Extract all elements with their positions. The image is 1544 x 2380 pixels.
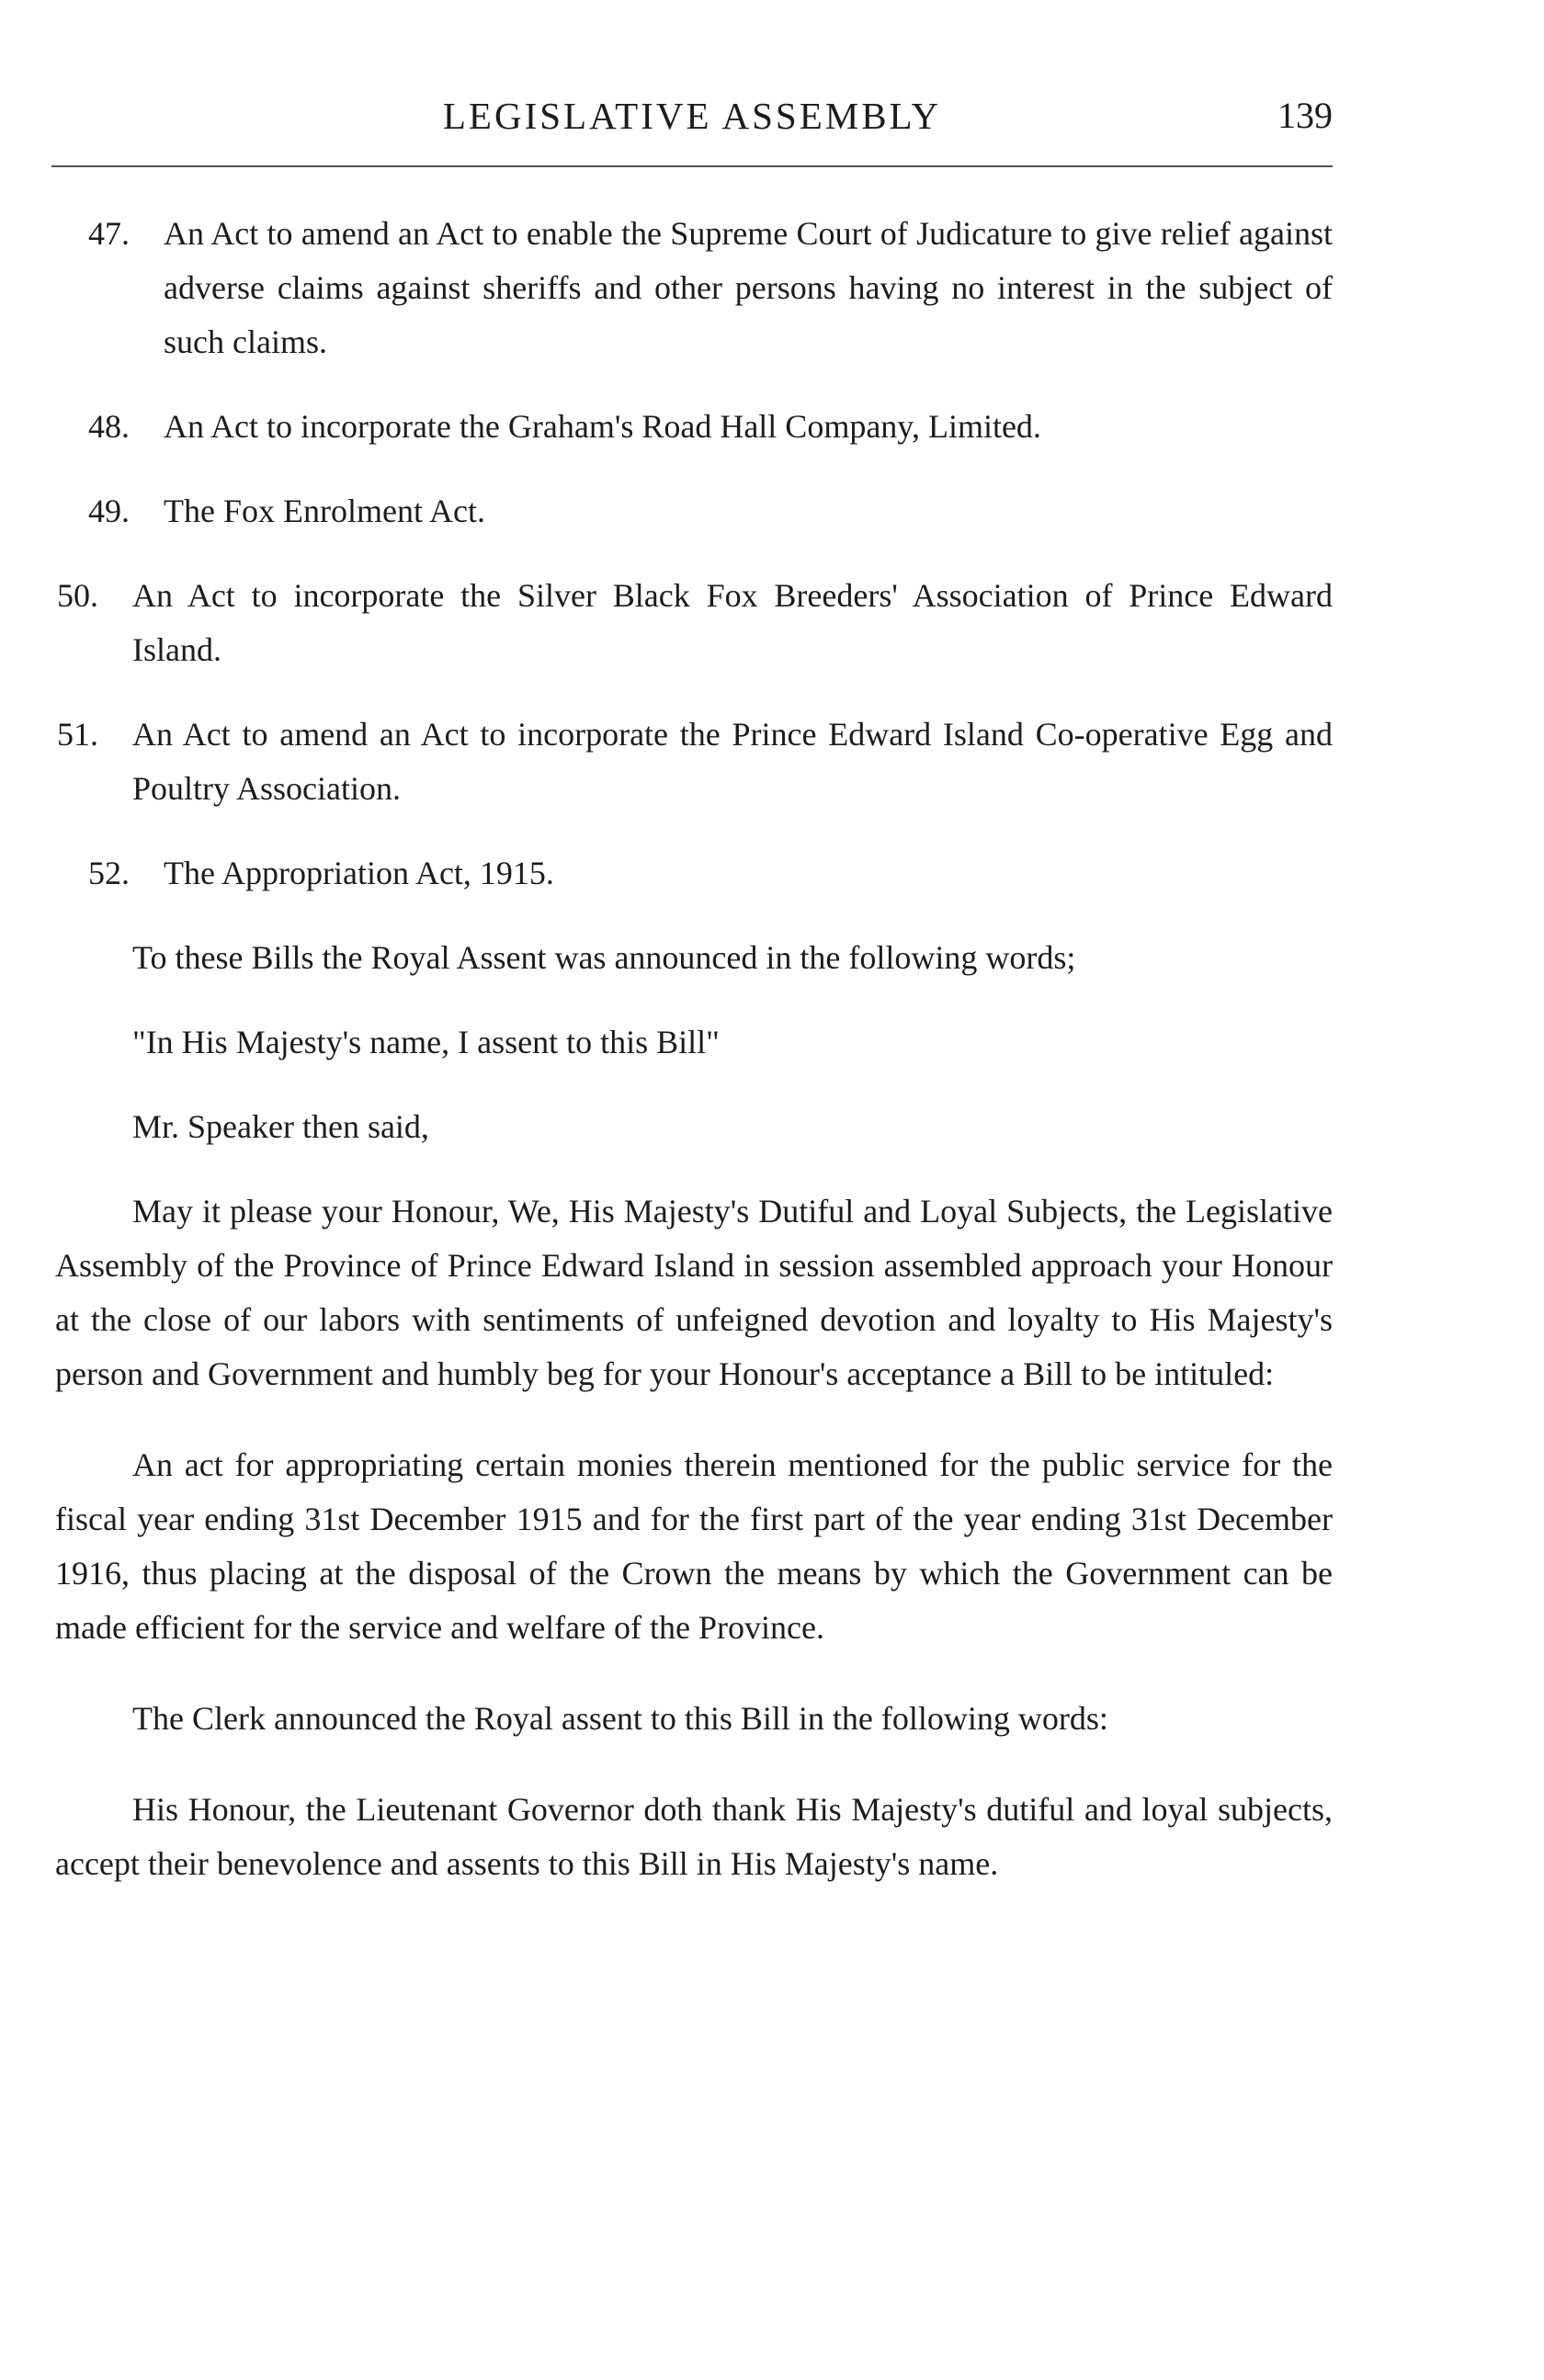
act-number: 52. [88,855,130,891]
appropriation-act-title: An act for appropriating certain monies therein mentioned for the public service for the fiscal year ending 31st December 1915 and for the first part of the year ending 31st December 1916, thus placing at the disposal of the Crown the means by which the Government can be made efficient for the service and welfare of the Province. [55,1446,1333,1646]
act-title: An Act to incorporate the Silver Black Fox Breeders' Association of Prince Edward Island. [132,577,1333,668]
assent-formula: "In His Majesty's name, I assent to this Bill" [132,1024,720,1060]
act-item-48 [55,400,1333,454]
act-number: 50. [57,577,98,614]
header-rule [51,165,1333,167]
speaker-said: Mr. Speaker then said, [132,1108,429,1145]
act-number: 47. [88,215,130,252]
act-item-47 [55,207,1333,369]
act-title: An Act to amend an Act to enable the Supreme Court of Judicature to give relief against adverse claims against sheriffs and other persons having no interest in the subject of such claims. [164,215,1333,360]
act-number: 48. [88,408,130,445]
running-title: LEGISLATIVE ASSEMBLY [442,95,942,137]
act-item-51 [55,708,1333,816]
running-head [51,88,1333,143]
speaker-address: May it please your Honour, We, His Majesty's Dutiful and Loyal Subjects, the Legislative Assembly of the Province of Prince Edward Island in session assembled approach your Honour at the close of our labors with sentiments of unfeigned devotion and loyalty to His Majesty's person and Government and humbly beg for your Honour's acceptance a Bill to be intituled: [55,1193,1333,1392]
royal-assent-intro: To these Bills the Royal Assent was announced in the following words; [132,939,1076,976]
act-title: The Appropriation Act, 1915. [164,855,554,891]
act-item-50 [55,569,1333,677]
act-title: An Act to incorporate the Graham's Road Hall Company, Limited. [164,408,1041,445]
act-item-49 [55,484,1333,538]
page-number: 139 [1277,95,1333,136]
act-item-52 [55,846,1333,901]
clerk-announcement: The Clerk announced the Royal assent to this Bill in the following words: [132,1700,1108,1737]
act-number: 49. [88,493,130,529]
act-title: The Fox Enrolment Act. [164,493,485,529]
act-title: An Act to amend an Act to incorporate the Prince Edward Island Co-operative Egg and Poultry Association. [132,716,1333,807]
governor-response: His Honour, the Lieutenant Governor doth thank His Majesty's dutiful and loyal subjects, accept their benevolence and assents to this Bill in His Majesty's name. [55,1791,1333,1882]
body-text [55,207,1333,1921]
act-number: 51. [57,716,98,753]
